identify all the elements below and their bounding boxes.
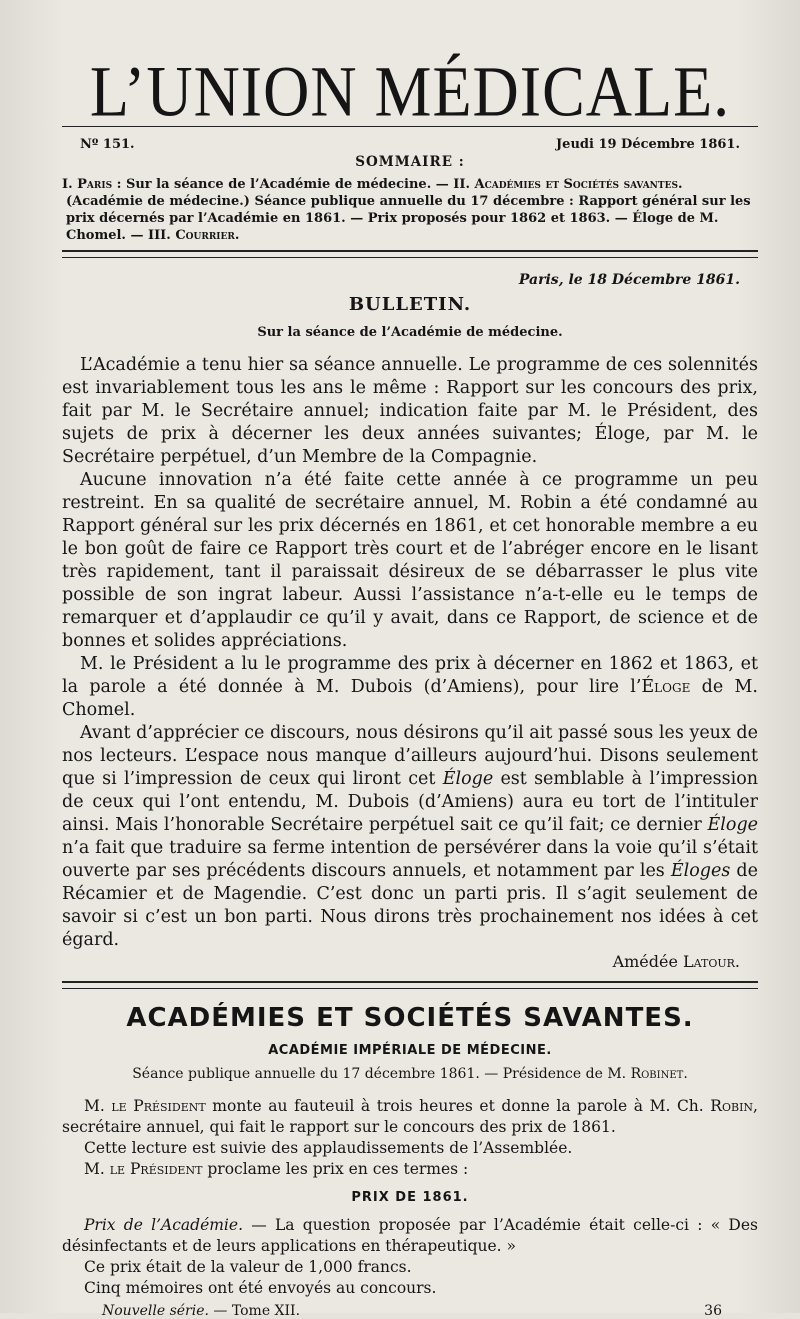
text-run: Robinet xyxy=(630,1066,684,1082)
summary-part: Académies et Sociétés savantes xyxy=(474,177,678,192)
dateline-date: , le 18 Décembre 1861. xyxy=(558,272,740,288)
bulletin-paragraph: L’Académie a tenu hier sa séance annuelle. Le programme de ces solennités est invariablement tous les ans le même : Rapport sur les concours des prix, fait par M. le Secrétaire annuel; indication faite par M. le Président, des sujets de prix à décerner les deux années suivantes; Éloge, par M. le Secrétaire perpétuel, d’un Membre de la Compagnie. xyxy=(62,355,758,467)
text-run: Éloge xyxy=(442,769,494,789)
academies-body xyxy=(62,1096,758,1180)
text-run: M. xyxy=(84,1160,110,1178)
summary-part: : Sur la séance de l’Académie de médecine. — II. xyxy=(112,177,475,192)
prix-title: PRIX DE 1861. xyxy=(351,1190,469,1205)
text-run: Éloge xyxy=(641,677,691,697)
bulletin-paragraph: Aucune innovation n’a été faite cette année à ce programme un peu restreint. En sa qualité de secrétaire annuel, M. Robin a été condamné au Rapport général sur les prix décernés en 1861, et cet honorable membre a eu le bon goût de faire ce Rapport très court et de l’abréger encore en le lisant très rapidement, tant il paraissait désireux de se débarrasser le plus vite possible de son ingrat labeur. Aussi l’assistance n’a-t-elle eu le temps de remarquer et d’applaudir ce qu’il y avait, dans ce Rapport, de science et de bonnes et solides appréciations. xyxy=(62,470,758,651)
text-run: le Président xyxy=(111,1097,206,1115)
text-run: est semblable à l’impression de ceux qui l’ont entendu, M. Dubois (d’Amiens) aura eu tort de l’intituler ainsi. Mais l’honorable Secrétaire perpétuel sait ce qu’il fait; ce dernier xyxy=(62,769,758,835)
text-run: Éloge xyxy=(707,815,758,835)
issue-date: Jeudi 19 Décembre 1861. xyxy=(556,137,740,152)
text-run: Robin xyxy=(710,1097,754,1115)
text-run: , secrétaire annuel, qui fait le rapport sur le concours des prix de 1861. xyxy=(62,1097,758,1136)
academies-paragraph xyxy=(62,1096,758,1138)
page-footer xyxy=(62,1303,758,1319)
summary-part: Courrier xyxy=(175,228,235,243)
signature-first: Amédée xyxy=(612,952,684,971)
footer-series xyxy=(102,1303,300,1319)
bulletin-paragraph xyxy=(62,722,758,952)
text-run: . xyxy=(683,1066,688,1082)
series-label: Nouvelle série. xyxy=(102,1303,209,1319)
summary-part: . xyxy=(234,228,240,243)
bulletin-title: BULLETIN. xyxy=(348,294,472,315)
dateline-place: Paris xyxy=(518,272,559,288)
text-run: proclame les prix en ces termes : xyxy=(202,1160,469,1178)
academies-paragraph: Cette lecture est suivie des applaudissements de l’Assemblée. xyxy=(84,1139,573,1157)
text-run: — La question proposée par l’Académie était celle-ci : « Des désinfectants et de leurs applications en thérapeutique. » xyxy=(62,1216,758,1255)
text-run: M. xyxy=(84,1097,112,1115)
text-run: n’a fait que traduire sa ferme intention de persévérer dans la voie qu’il s’était ouverte par ses précédents discours annuels, et notamment par les xyxy=(62,838,758,881)
sommaire-label: SOMMAIRE : xyxy=(355,154,465,170)
sommaire-rule xyxy=(62,250,758,258)
text-run: le Président xyxy=(109,1160,203,1178)
academies-title: ACADÉMIES ET SOCIÉTÉS SAVANTES. xyxy=(126,1003,694,1033)
seance-line xyxy=(62,1066,758,1082)
text-run: de M. Chomel. xyxy=(62,677,758,720)
text-run: monte au fauteuil à trois heures et donne la parole à M. Ch. xyxy=(205,1097,711,1115)
text-run: Éloges xyxy=(670,861,731,881)
text-run: de Récamier et de Magendie. C’est donc un parti pris. Il s’agit seulement de savoir si c’est un bon parti. Nous dirons très prochainement nos idées à cet égard. xyxy=(62,861,758,950)
masthead-title: L’UNION MÉDICALE. xyxy=(89,51,731,132)
summary-part: Paris xyxy=(77,177,113,192)
sommaire-text xyxy=(62,176,758,244)
text-run: M. le Président a lu le programme des prix à décerner en 1862 et 1863, et la parole a été donnée à M. Dubois (d’Amiens), pour lire l’ xyxy=(62,654,758,697)
issue-number: Nº 151. xyxy=(80,137,135,152)
summary-part: I. xyxy=(62,177,78,192)
bulletin-subtitle: Sur la séance de l’Académie de médecine. xyxy=(257,325,563,340)
section-rule xyxy=(62,981,758,989)
prix-paragraph xyxy=(62,1215,758,1257)
academy-name: ACADÉMIE IMPÉRIALE DE MÉDECINE. xyxy=(268,1043,552,1058)
bulletin-paragraph xyxy=(62,653,758,722)
prix-body xyxy=(62,1215,758,1299)
page-number: 36 xyxy=(704,1303,722,1319)
text-run: Prix de l’Académie. xyxy=(84,1216,243,1234)
summary-part: . (Académie de médecine.) Séance publique annuelle du 17 décembre : Rapport général sur les prix décernés par l’Académie en 1861. — Prix proposés pour 1862 et 1863. — Éloge de M. Chomel. — III. xyxy=(66,177,751,243)
signature-last: Latour. xyxy=(683,952,740,971)
text-run: Avant d’apprécier ce discours, nous désirons qu’il ait passé sous les yeux de nos lecteurs. L’espace nous manque d’ailleurs aujourd’hui. Disons seulement que si l’impression de ceux qui liront cet xyxy=(62,723,758,789)
academies-paragraph xyxy=(62,1159,758,1180)
tome-label: — Tome XII. xyxy=(208,1303,301,1319)
text-run: Séance publique annuelle du 17 décembre 1861. — Présidence de M. xyxy=(132,1066,631,1082)
prix-paragraph: Cinq mémoires ont été envoyés au concours. xyxy=(84,1279,437,1297)
prix-paragraph: Ce prix était de la valeur de 1,000 francs. xyxy=(84,1258,412,1276)
bulletin-body xyxy=(62,354,758,952)
signature xyxy=(62,952,740,971)
bulletin-dateline xyxy=(62,272,740,288)
issue-line xyxy=(62,137,758,152)
